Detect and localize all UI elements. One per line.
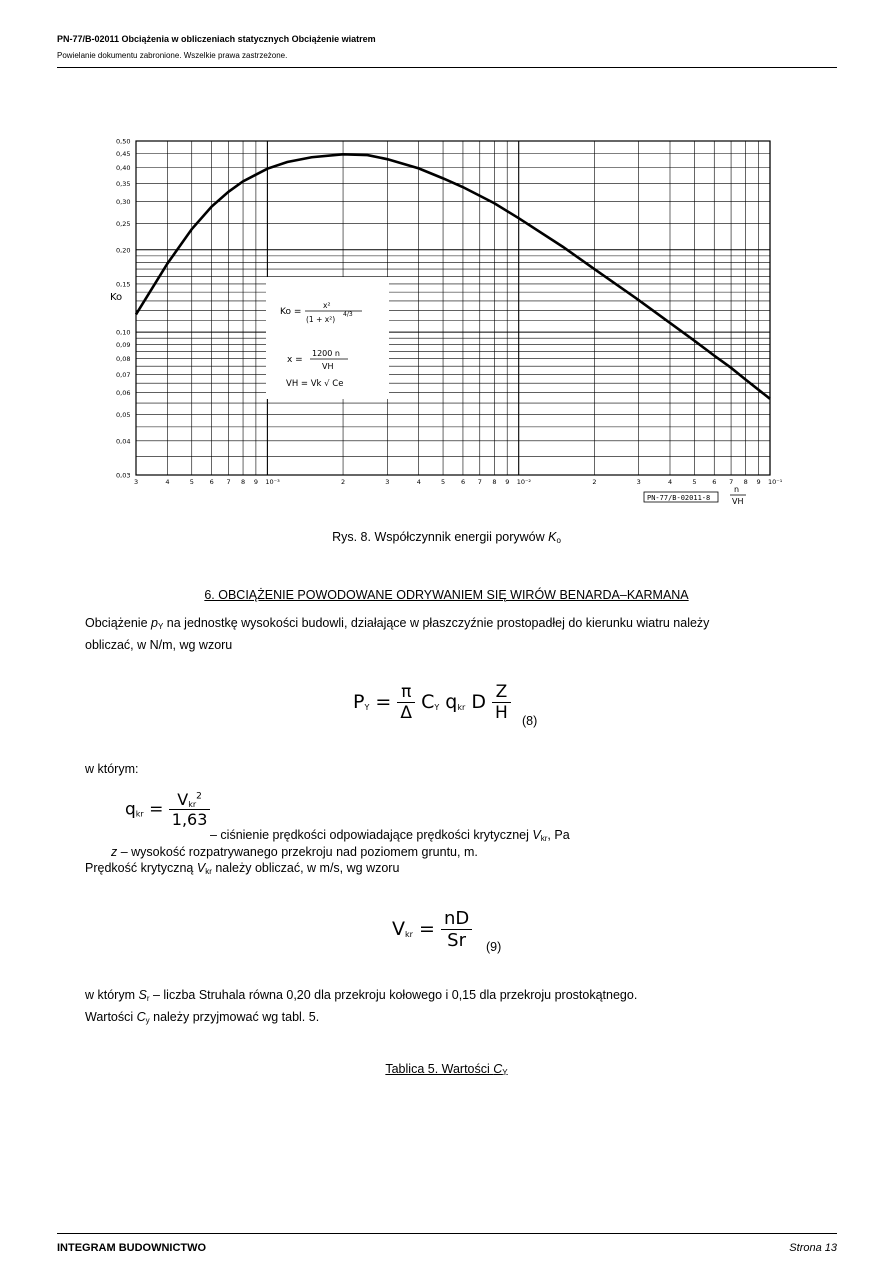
y-tick-label: 0,09 — [116, 341, 131, 350]
x-tick-label: 10⁻² — [516, 478, 532, 486]
equation-9-number: (9) — [486, 940, 502, 954]
footer-divider — [57, 1233, 837, 1234]
ko-chart — [100, 130, 790, 520]
y-tick-label: 0,40 — [116, 163, 131, 172]
paragraph-load: Obciążenie $p_Y$ na jednostkę wysokości budowli, działające w płaszczyźnie prostopadłej do kierunku wiatru należy obliczać, w N/m, wg wzoru — [85, 616, 710, 652]
x-tick-label: 8 — [241, 478, 246, 486]
x-tick-label: 9 — [505, 478, 510, 486]
footer-publisher: INTEGRAM BUDOWNICTWO — [57, 1242, 207, 1254]
x-tick-label: 6 — [460, 478, 466, 486]
chart-stamp-text: PN-77/B-02011-8 — [647, 494, 711, 502]
x-tick-label: 10⁻¹ — [768, 478, 783, 486]
x-tick-label: 3 — [636, 478, 641, 486]
y-tick-label: 0,10 — [116, 328, 131, 337]
chart-y-ticks — [116, 138, 130, 480]
header-subtitle: Powielanie dokumentu zabronione. Wszelkie prawa zastrzeżone. — [57, 51, 288, 60]
x-tick-label: 6 — [712, 478, 717, 486]
x-axis-label-den: VH — [732, 497, 744, 506]
x-tick-label: 9 — [756, 478, 761, 486]
equation-8-number: (8) — [522, 714, 538, 728]
inset-x-lhs: x = — [287, 355, 303, 365]
equation-8: $P_Y$ = $\frac{\pi}{\Delta}$ $C_Y$ $q_{kr}$ D $\frac{Z}{H}$ — [353, 682, 511, 723]
y-tick-label: 0,07 — [116, 370, 131, 379]
y-tick-label: 0,45 — [116, 150, 131, 159]
x-tick-label: 5 — [189, 478, 194, 486]
inset-ko-exp: 4/3 — [343, 311, 353, 318]
x-tick-label: 6 — [209, 478, 214, 486]
x-tick-label: 2 — [341, 478, 346, 486]
x-tick-label: 9 — [253, 478, 259, 486]
table-5-title: Tablica 5. Wartości $C_Y$ — [385, 1062, 508, 1077]
y-tick-label: 0,15 — [116, 280, 131, 289]
x-tick-label: 8 — [743, 478, 748, 486]
y-tick-label: 0,08 — [116, 355, 131, 364]
inset-vh: VH = Vk √ Ce — [286, 379, 344, 389]
qkr-description: – ciśnienie prędkości odpowiadające prędkości krytycznej $V_{kr}$, Pa — [210, 828, 570, 843]
equation-9: $V_{kr}$ = $\frac{nD}{Sr}$ — [392, 908, 472, 951]
inset-ko-num: x² — [323, 301, 331, 310]
x-axis-label-num: n — [734, 485, 740, 494]
x-tick-label: 7 — [477, 478, 482, 486]
inset-x-num: 1200 n — [312, 349, 340, 358]
z-description: z – wysokość rozpatrywanego przekroju nad poziomem gruntu, m. — [111, 845, 478, 859]
y-tick-label: 0,30 — [116, 198, 131, 207]
y-tick-label: 0,50 — [116, 137, 131, 146]
header-divider — [57, 67, 837, 68]
y-tick-label: 0,05 — [116, 410, 131, 419]
chart-x-ticks — [134, 478, 783, 486]
x-tick-label: 4 — [667, 478, 673, 486]
x-tick-label: 8 — [492, 478, 497, 486]
y-tick-label: 0,20 — [116, 246, 131, 255]
header-title: PN-77/B-02011 Obciążenia w obliczeniach statycznych Obciążenie wiatrem — [57, 34, 376, 44]
x-tick-label: 7 — [226, 478, 231, 486]
x-tick-label: 5 — [441, 478, 446, 486]
y-tick-label: 0,25 — [116, 219, 131, 228]
vkr-intro: Prędkość krytyczną $V_{kr}$ należy obliczać, w m/s, wg wzoru — [85, 861, 400, 876]
equation-qkr: $q_{kr}$ = $\frac{V_{kr}^2}{1,63}$ — [125, 790, 210, 829]
inset-x-den: VH — [322, 362, 334, 371]
x-tick-label: 4 — [165, 478, 170, 486]
chart-stamp — [644, 492, 718, 502]
y-tick-label: 0,06 — [116, 389, 131, 398]
footer-page-number: Strona 13 — [789, 1242, 837, 1254]
section-title: 6. OBCIĄŻENIE POWODOWANE ODRYWANIEM SIĘ WIRÓW BENARDA–KARMANA — [204, 588, 689, 602]
paragraph-struhal: w którym $S_r$ – liczba Struhala równa 0,20 dla przekroju kołowego i 0,15 dla przekroju prostokątnego. Wartości $C_y$ należy przyjmować wg tabl. 5. — [85, 988, 638, 1025]
x-tick-label: 2 — [592, 478, 597, 486]
x-tick-label: 7 — [729, 478, 734, 486]
x-tick-label: 5 — [692, 478, 697, 486]
y-tick-label: 0,04 — [116, 437, 131, 446]
y-tick-label: 0,03 — [116, 471, 131, 480]
x-tick-label: 4 — [416, 478, 421, 486]
y-tick-label: 0,35 — [116, 179, 131, 188]
ylabel: Ko — [110, 292, 123, 303]
x-tick-label: 10⁻³ — [265, 478, 280, 486]
w-ktorym: w którym: — [85, 762, 139, 776]
x-tick-label: 3 — [134, 478, 139, 486]
inset-ko-den: (1 + x²) — [306, 315, 336, 324]
figure-caption: Rys. 8. Współczynnik energii porywów $K_o$ — [332, 530, 561, 545]
x-tick-label: 3 — [385, 478, 390, 486]
inset-ko-lhs: Ko = — [280, 307, 302, 317]
